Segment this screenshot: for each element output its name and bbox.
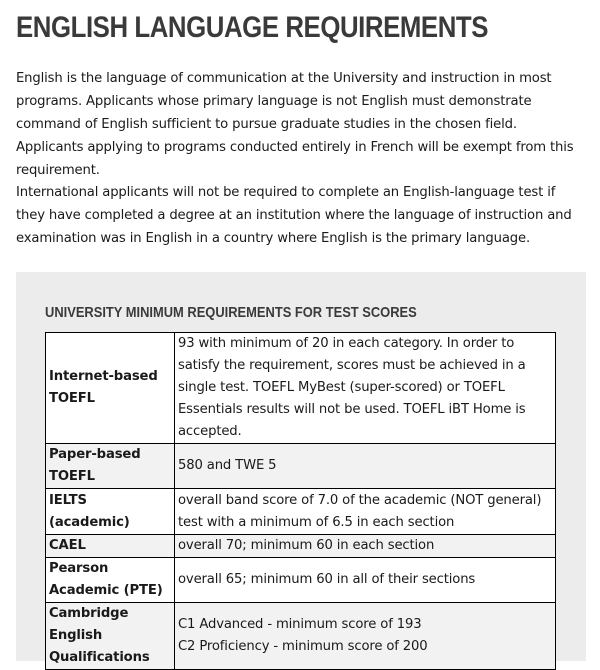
table-row <box>46 444 556 489</box>
intro-paragraph: English is the language of communication at the University and instruction in most programs. Applicants whose primary language is not English must demonstrate command of English sufficient to pursue graduate studies in the chosen field. Applicants applying to programs conducted entirely in French will be exempt from this requirement. <box>16 71 574 178</box>
row-value: overall band score of 7.0 of the academic (NOT general) test with a minimum of 6.5 in each section <box>175 489 556 535</box>
row-value: overall 65; minimum 60 in all of their sections <box>175 558 556 603</box>
page-title: ENGLISH LANGUAGE REQUIREMENTS <box>16 11 489 44</box>
row-label: IELTS (academic) <box>46 489 175 535</box>
row-value: 580 and TWE 5 <box>175 444 556 489</box>
table-row <box>46 489 556 535</box>
row-value <box>175 603 556 670</box>
exemption-paragraph: International applicants will not be required to complete an English-language test if they have completed a degree at an institution where the language of instruction and examination was in English in a country where English is the primary language. <box>16 185 572 246</box>
table-row <box>46 558 556 603</box>
table-row <box>46 333 556 444</box>
row-value: 93 with minimum of 20 in each category. In order to satisfy the requirement, scores must be achieved in a single test. TOEFL MyBest (super-scored) or TOEFL Essentials results will not be used. TOEFL iBT Home is accepted. <box>175 333 556 444</box>
row-label: Cambridge English Qualifications <box>46 603 175 670</box>
row-label: CAEL <box>46 535 175 558</box>
row-label: Paper-based TOEFL <box>46 444 175 489</box>
table-row <box>46 603 556 670</box>
requirements-title: UNIVERSITY MINIMUM REQUIREMENTS FOR TEST SCORES <box>45 304 417 321</box>
table-row <box>46 535 556 558</box>
row-label: Internet-based TOEFL <box>46 333 175 444</box>
row-value-line: C2 Proficiency - minimum score of 200 <box>178 639 428 654</box>
row-value: overall 70; minimum 60 in each section <box>175 535 556 558</box>
row-value-line: C1 Advanced - minimum score of 193 <box>178 617 422 632</box>
requirements-table <box>45 332 556 670</box>
row-label: Pearson Academic (PTE) <box>46 558 175 603</box>
requirements-panel <box>16 272 586 665</box>
